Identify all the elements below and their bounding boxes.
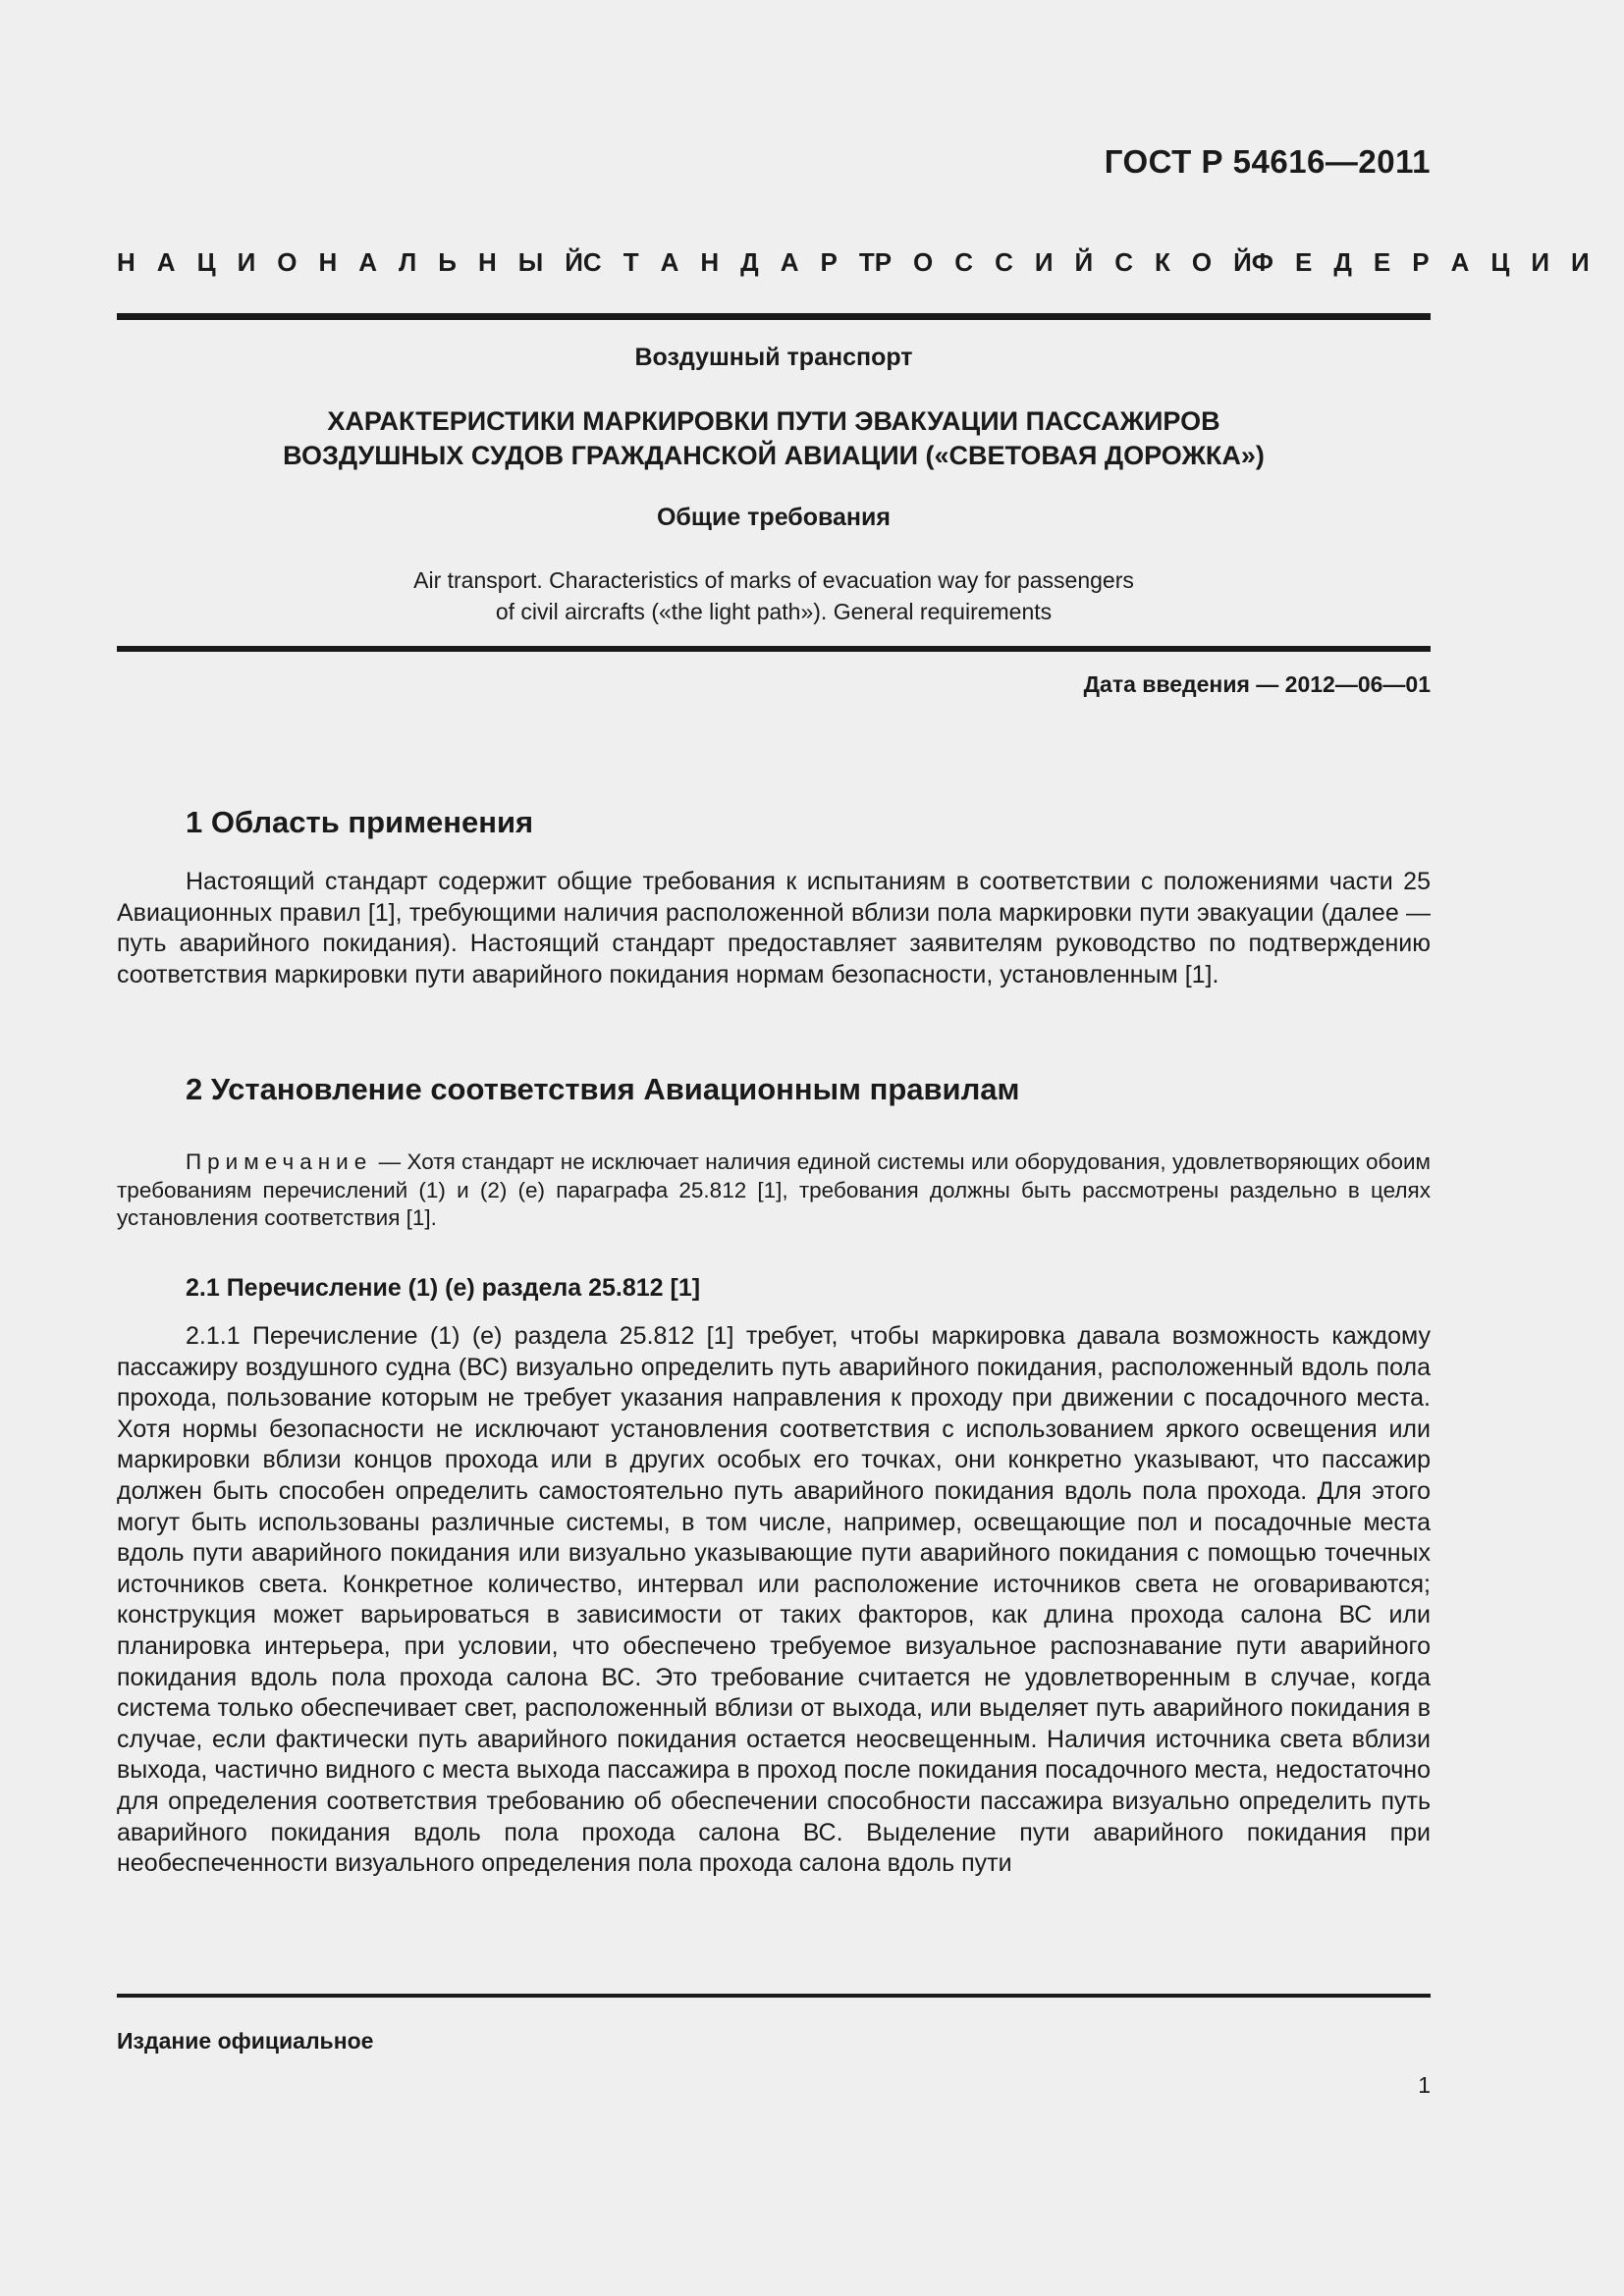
note-label: Примечание — [186, 1149, 373, 1174]
introduction-date: Дата введения — 2012—06—01 — [1083, 671, 1431, 697]
footer-divider — [117, 1994, 1431, 1998]
subsection-2-1-1-paragraph: 2.1.1 Перечисление (1) (е) раздела 25.812 [1] требует, чтобы маркировка давала возможность каждому пассажиру воздушного судна (ВС) визуально определить путь аварийного покидания, расположенный вдоль пола прохода, пользование которым не требует указания направления к проходу при движении с посадочного места. Хотя нормы безопасности не исключают установления соответствия с использованием яркого освещения или маркировки вблизи концов прохода или в других особых его точках, они конкретно указывают, что пассажир должен быть способен определить самостоятельно путь аварийного покидания вдоль пола прохода. Для этого могут быть использованы различные системы, в том числе, например, освещающие пол и посадочные места вдоль пути аварийного покидания или визуально указывающие пути аварийного покидания с помощью точечных источников света. Конкретное количество, интервал или расположение источников света не оговариваются; конструкция может варьироваться в зависимости от таких факторов, как длина прохода салона ВС или планировка интерьера, при условии, что обеспечено требуемое визуальное распознавание пути аварийного покидания вдоль пола прохода салона ВС. Это требование считается не удовлетворенным в случае, когда система только обеспечивает свет, расположенный вблизи от выхода, или выделяет путь аварийного покидания в случае, если фактически путь аварийного покидания остается неосвещенным. Наличия источника света вблизи выхода, частично видного с места выхода пассажира в проход после покидания посадочного места, недостаточно для определения соответствия требованию об обеспечении способности пассажира визуально определить путь аварийного покидания вдоль пола прохода салона ВС. Выделение пути аварийного покидания при необеспеченности визуального определения пола прохода салона вдоль пути — [117, 1322, 1431, 1878]
standard-category: Воздушный транспорт — [634, 344, 913, 371]
title-divider — [117, 646, 1431, 652]
banner-word: Ф Е Д Е Р А Ц И И — [1251, 247, 1590, 277]
national-standard-banner — [117, 247, 1590, 278]
page-number: 1 — [1418, 2072, 1431, 2098]
title-line: ВОЗДУШНЫХ СУДОВ ГРАЖДАНСКОЙ АВИАЦИИ («СВЕТОВАЯ ДОРОЖКА») — [283, 441, 1265, 470]
standard-title — [117, 404, 1431, 473]
section-1-paragraph: Настоящий стандарт содержит общие требования к испытаниям в соответствии с положениями части 25 Авиационных правил [1], требующими наличия расположенной вблизи пола маркировки пути эвакуации (далее — путь аварийного покидания). Настоящий стандарт предоставляет заявителям руководство по подтверждению соответствия маркировки пути аварийного покидания нормам безопасности, установленным [1]. — [117, 868, 1431, 988]
subsection-2-1-heading: 2.1 Перечисление (1) (е) раздела 25.812 [1] — [186, 1274, 701, 1302]
title-line: ХАРАКТЕРИСТИКИ МАРКИРОВКИ ПУТИ ЭВАКУАЦИИ ПАССАЖИРОВ — [327, 406, 1220, 436]
top-divider — [117, 313, 1431, 320]
section-2-note — [117, 1148, 1431, 1233]
banner-word: С Т А Н Д А Р Т — [582, 247, 875, 277]
section-2-heading: 2 Установление соответствия Авиационным правилам — [186, 1072, 1020, 1106]
document-code: ГОСТ Р 54616—2011 — [1104, 143, 1431, 180]
english-title-line: of civil aircrafts («the light path»). General requirements — [495, 599, 1053, 624]
english-title-line: Air transport. Characteristics of marks of evacuation way for passengers — [413, 567, 1134, 593]
note-text: — Хотя стандарт не исключает наличия единой системы или оборудования, удовлетворяющих обоим требованиям перечислений (1) и (2) (е) параграфа 25.812 [1], требования должны быть рассмотрены раздельно в целях установления соответствия [1]. — [117, 1149, 1431, 1230]
banner-word: Н А Ц И О Н А Л Ь Н Ы Й — [117, 247, 583, 277]
section-1-heading: 1 Область применения — [186, 805, 534, 839]
official-edition-label: Издание официальное — [117, 2028, 374, 2054]
banner-word: Р О С С И Й С К О Й — [874, 247, 1252, 277]
standard-subtitle: Общие требования — [656, 504, 891, 531]
english-title — [117, 564, 1431, 627]
